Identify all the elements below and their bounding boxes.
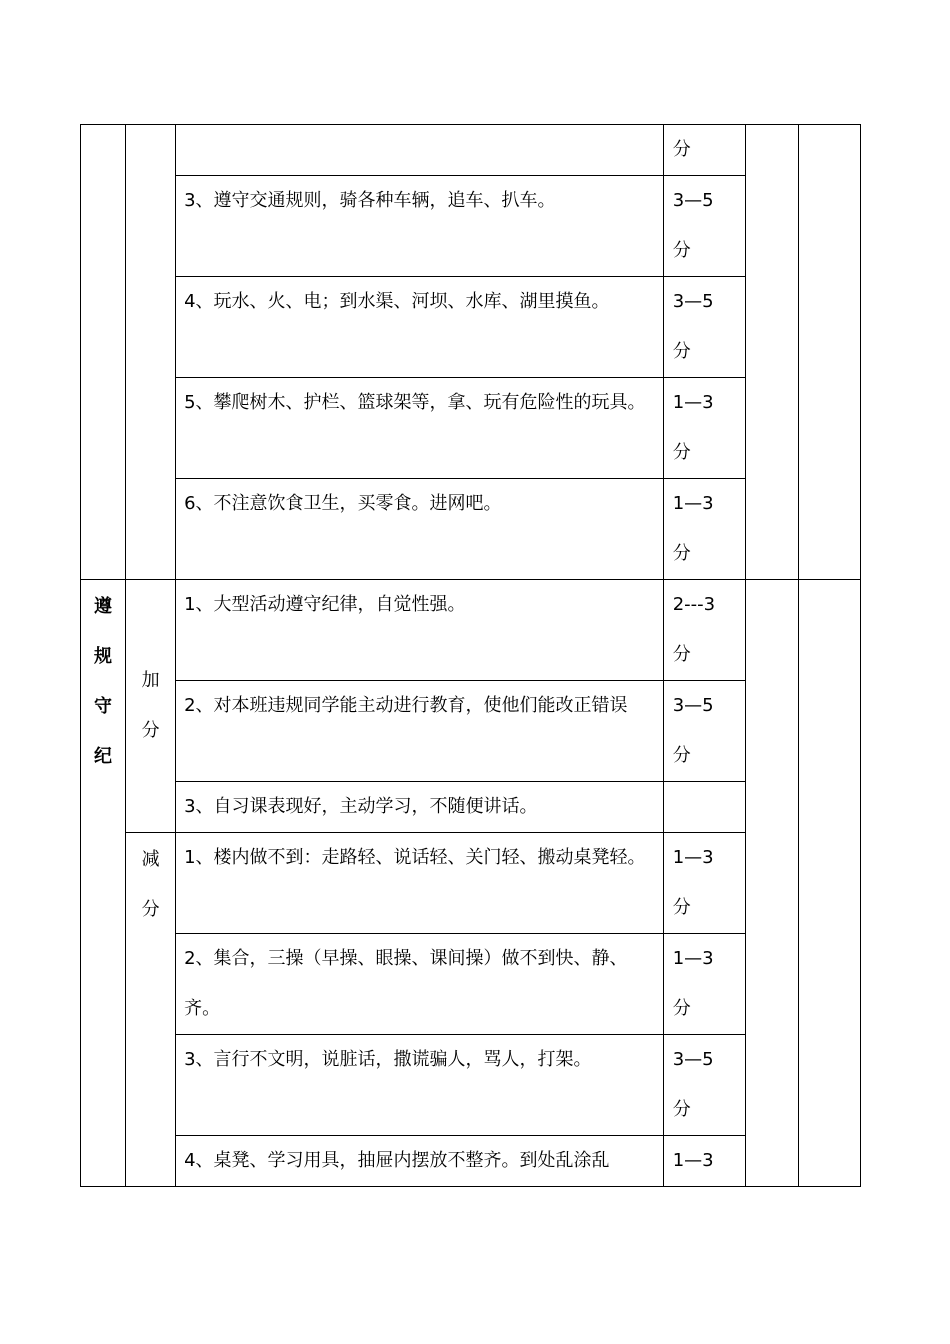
table-row [81,479,861,580]
score-cell: 1—3分 [663,833,745,934]
item-cell: 3、自习课表现好，主动学习，不随便讲话。 [176,782,664,833]
table-row [81,176,861,277]
score-cell: 3—5分 [663,277,745,378]
score-cell: 3—5分 [663,681,745,782]
score-cell: 分 [663,125,745,176]
table-row [81,782,861,833]
blank-cell [798,125,860,580]
item-cell: 1、楼内做不到：走路轻、说话轻、关门轻、搬动桌凳轻。 [176,833,664,934]
subcategory-cell-minus [126,833,176,1187]
score-cell: 3—5分 [663,176,745,277]
table-row [81,125,861,176]
blank-cell [798,580,860,1187]
table-row [81,833,861,934]
table-row [81,1035,861,1136]
item-cell: 3、言行不文明，说脏话，撒谎骗人，骂人，打架。 [176,1035,664,1136]
item-cell: 6、不注意饮食卫生，买零食。进网吧。 [176,479,664,580]
subcategory-label-minus: 减分 [141,849,160,920]
item-cell: 2、对本班违规同学能主动进行教育，使他们能改正错误 [176,681,664,782]
item-cell: 4、桌凳、学习用具，抽屉内摆放不整齐。到处乱涂乱 [176,1136,664,1187]
score-cell: 1—3分 [663,378,745,479]
item-cell: 4、玩水、火、电；到水渠、河坝、水库、湖里摸鱼。 [176,277,664,378]
table-row [81,681,861,782]
table-row [81,277,861,378]
score-cell: 1—3分 [663,934,745,1035]
table-row [81,934,861,1035]
item-cell: 3、遵守交通规则，骑各种车辆，追车、扒车。 [176,176,664,277]
table-row [81,378,861,479]
category-cell [81,580,126,1187]
rules-table [80,124,861,1187]
subcategory-cell-plus [126,580,176,833]
subcategory-label-plus: 加分 [141,670,160,741]
score-cell: 2---3分 [663,580,745,681]
item-cell [176,125,664,176]
category-label: 遵规守纪 [94,596,113,767]
blank-cell [745,580,798,1187]
item-cell: 1、大型活动遵守纪律，自觉性强。 [176,580,664,681]
item-cell: 5、攀爬树木、护栏、篮球架等，拿、玩有危险性的玩具。 [176,378,664,479]
score-cell: 1—3分 [663,479,745,580]
score-cell [663,782,745,833]
item-cell: 2、集合，三操（早操、眼操、课间操）做不到快、静、齐。 [176,934,664,1035]
score-cell: 1—3 [663,1136,745,1187]
table-row [81,1136,861,1187]
category-cell-empty [81,125,126,580]
table-row [81,580,861,681]
subcategory-cell-empty [126,125,176,580]
score-cell: 3—5分 [663,1035,745,1136]
blank-cell [745,125,798,580]
